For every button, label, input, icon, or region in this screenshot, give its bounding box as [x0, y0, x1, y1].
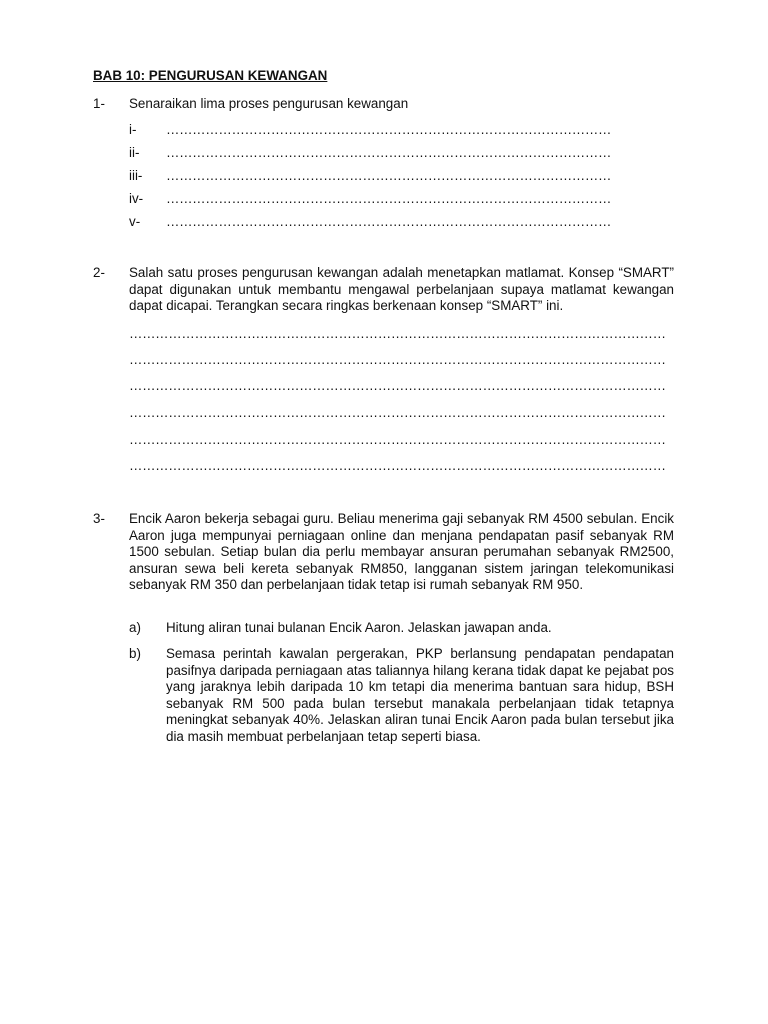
q1-item-label-4: iv- [129, 191, 144, 206]
q1-item-label-3: iii- [129, 168, 143, 183]
q2-answer-line-4: …………………………………………………………………………………………………………… [129, 405, 666, 420]
q2-answer-line-6: …………………………………………………………………………………………………………… [129, 458, 666, 473]
q3-part-b-label: b) [129, 646, 141, 661]
question-3-text: Encik Aaron bekerja sebagai guru. Beliau menerima gaji sebanyak RM 4500 sebulan. Encik Aaron juga mempunyai perniagaan online dan menjana pendapatan pasif sebanyak RM 1500 sebulan. Setiap bulan dia perlu membayar ansuran perumahan sebanyak RM2500, ansuran sewa beli kereta sebanyak RM850, langganan sistem jaringan telekomunikasi sebanyak RM 350 dan perbelanjaan tidak tetap isi rumah sebanyak RM 950. [129, 511, 674, 592]
q1-answer-line-5: ………………………………………………………………………………………… [166, 214, 612, 229]
question-1-text: Senaraikan lima proses pengurusan kewangan [129, 96, 409, 111]
question-3-number: 3- [93, 511, 105, 526]
page-title: BAB 10: PENGURUSAN KEWANGAN [93, 68, 328, 83]
q1-answer-line-1: ………………………………………………………………………………………… [166, 122, 612, 137]
q2-answer-line-5: …………………………………………………………………………………………………………… [129, 432, 666, 447]
q1-item-label-5: v- [129, 214, 141, 229]
q3-part-a-text: Hitung aliran tunai bulanan Encik Aaron. Jelaskan jawapan anda. [166, 620, 552, 635]
q2-answer-line-3: …………………………………………………………………………………………………………… [129, 378, 666, 393]
q1-answer-line-2: ………………………………………………………………………………………… [166, 145, 612, 160]
q3-part-b-text: Semasa perintah kawalan pergerakan, PKP berlansung pendapatan pendapatan pasifnya daripada perniagaan atas taliannya hilang kerana tidak dapat ke pejabat pos yang jaraknya lebih daripada 10 km tetapi dia menerima bantuan sara hidup, BSH sebanyak RM 500 pada bulan tersebut manakala perbelanjaan tidak tetapnya meningkat sebanyak 40%. Jelaskan aliran tunai Encik Aaron pada bulan tersebut jika dia masih membuat perbelanjaan tetap seperti biasa. [166, 646, 674, 744]
question-2-text: Salah satu proses pengurusan kewangan adalah menetapkan matlamat. Konsep “SMART” dapat digunakan untuk membantu mengawal perbelanjaan supaya matlamat kewangan dapat dicapai. Terangkan secara ringkas berkenaan konsep “SMART” ini. [129, 265, 674, 313]
q2-answer-line-1: …………………………………………………………………………………………………………… [129, 326, 666, 341]
q1-item-label-1: i- [129, 122, 137, 137]
q1-item-label-2: ii- [129, 145, 140, 160]
q1-answer-line-4: ………………………………………………………………………………………… [166, 191, 612, 206]
q2-answer-line-2: …………………………………………………………………………………………………………… [129, 352, 666, 367]
q1-answer-line-3: ………………………………………………………………………………………… [166, 168, 612, 183]
question-1-number: 1- [93, 96, 105, 111]
question-2-number: 2- [93, 265, 105, 280]
q3-part-a-label: a) [129, 620, 141, 635]
